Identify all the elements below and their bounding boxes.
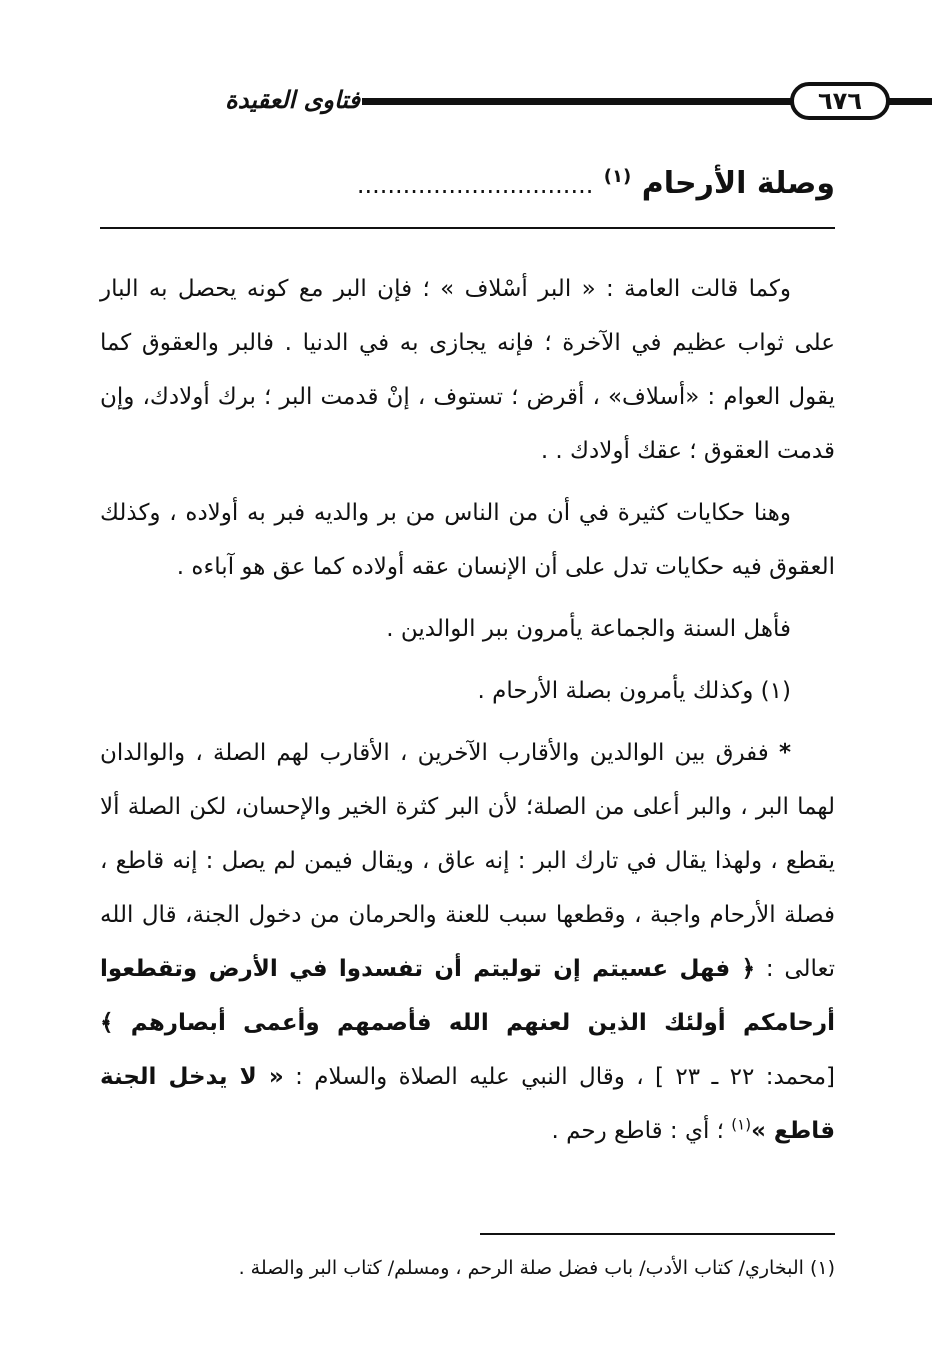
quran-verse: ﴿ فهل عسيتم إن توليتم أن تفسدوا في الأرض وتقطعوا أرحامكم أولئك الذين لعنهم الله فأصمهم وأعمى أبصارهم ﴾: [100, 956, 835, 1036]
hadith-footnote-mark: (١): [731, 1115, 752, 1134]
chapter-footnote-mark: (١): [603, 166, 632, 187]
paragraph-5-text-a: ففرق بين الوالدين والأقارب الآخرين ، الأقارب لهم الصلة ، والوالدان لهما البر ، والبر أعلى من الصلة؛ لأن البر كثرة الخير والإحسان، لكن الصلة ألا يقطع ، ولهذا يقال في تارك البر : إنه عاق ، ويقال فيمن لم يصل : إنه قاطع ، فصلة الأرحام واجبة ، وقطعها سبب للعنة والحرمان من دخول الجنة، قال الله تعالى :: [100, 740, 836, 982]
heading-divider: [100, 227, 835, 229]
running-header: [100, 76, 862, 124]
header-rule: [362, 98, 792, 105]
footnote-divider: [480, 1233, 835, 1235]
paragraph-4: (١) وكذلك يأمرون بصلة الأرحام .: [477, 678, 791, 704]
book-title: فتاوى العقيدة: [225, 86, 360, 114]
paragraph-5: [100, 726, 835, 1158]
footnote: (١) البخاري/ كتاب الأدب/ باب فضل صلة الرحم ، ومسلم/ كتاب البر والصلة .: [238, 1257, 835, 1279]
chapter-leader-dots: ...............................: [356, 171, 594, 199]
paragraph-3: فأهل السنة والجماعة يأمرون ببر الوالدين .: [386, 616, 791, 642]
chapter-heading: [100, 152, 835, 202]
page-number: ٦٧٦: [790, 82, 890, 120]
chapter-title: وصلة الأرحام: [641, 166, 835, 201]
paragraph-marker: *: [778, 740, 792, 766]
body-text: [100, 262, 835, 1166]
paragraph-5-text-c: ؛ أي : قاطع رحم .: [551, 1118, 724, 1144]
paragraph-5-text-b: [محمد: ٢٢ ـ ٢٣ ] ، وقال النبي عليه الصلاة والسلام :: [295, 1064, 836, 1090]
header-rule-end: [888, 98, 932, 105]
paragraph-1: وكما قالت العامة : « البر أسْلاف » ؛ فإن البر مع كونه يحصل به البار على ثواب عظيم في الآخرة ؛ فإنه يجازى به في الدنيا . فالبر والعقوق كما يقول العوام : «أسلاف» ، أقرض ؛ تستوف ، إنْ قدمت البر ؛ برك أولادك، وإن قدمت العقوق ؛ عقك أولادك . .: [100, 276, 835, 464]
hadith-quote: « لا يدخل الجنة قاطع »: [100, 1064, 835, 1144]
paragraph-2: وهنا حكايات كثيرة في أن من الناس من بر والديه فبر به أولاده ، وكذلك العقوق فيه حكايات تدل على أن الإنسان عقه أولاده كما عق هو آباءه .: [100, 500, 835, 580]
